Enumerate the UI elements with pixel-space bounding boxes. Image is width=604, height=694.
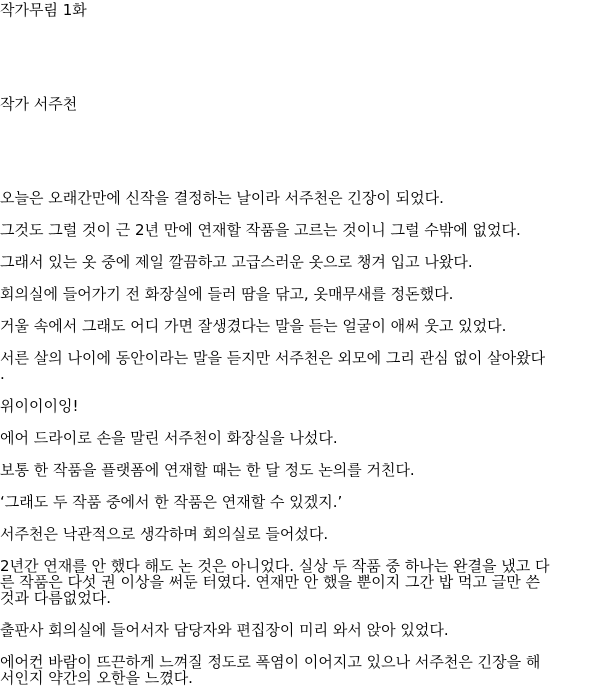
paragraph-line: 에어컨 바람이 뜨끈하게 느껴질 정도로 폭염이 이어지고 있으나 서주천은 긴장을 해 bbox=[0, 654, 541, 671]
paragraph-line: 거울 속에서 그래도 어디 가면 잘생겼다는 말을 듣는 얼굴이 애써 웃고 있었다. bbox=[0, 318, 507, 334]
paragraph bbox=[0, 558, 604, 606]
paragraph-line: 서른 살의 나이에 동안이라는 말을 듣지만 서주천은 외모에 그리 관심 없이 살아왔다 bbox=[0, 350, 546, 367]
paragraph-line: 에어 드라이로 손을 말린 서주천이 화장실을 나섰다. bbox=[0, 430, 338, 446]
paragraph-line: 오늘은 오래간만에 신작을 결정하는 날이라 서주천은 긴장이 되었다. bbox=[0, 190, 444, 206]
paragraph-line: 그것도 그럴 것이 근 2년 만에 연재할 작품을 고르는 것이니 그럴 수밖에 없었다. bbox=[0, 222, 521, 238]
paragraph bbox=[0, 254, 604, 270]
paragraph-line: . bbox=[0, 365, 5, 382]
paragraph bbox=[0, 430, 604, 446]
paragraph-line: ‘그래도 두 작품 중에서 한 작품은 연재할 수 있겠지.’ bbox=[0, 494, 343, 510]
paragraph bbox=[0, 462, 604, 478]
paragraph bbox=[0, 286, 604, 302]
paragraph bbox=[0, 398, 604, 414]
paragraph-line: 2년간 연재를 안 했다 해도 논 것은 아니었다. 실상 두 작품 중 하나는 완결을 냈고 다 bbox=[0, 558, 550, 575]
paragraph-line: 위이이이잉! bbox=[0, 398, 79, 414]
document-body bbox=[0, 190, 604, 686]
paragraph-line: 보통 한 작품을 플랫폼에 연재할 때는 한 달 정도 논의를 거친다. bbox=[0, 462, 415, 478]
document-title: 작가무림 1화 bbox=[0, 1, 87, 19]
paragraph bbox=[0, 526, 604, 542]
paragraph bbox=[0, 222, 604, 238]
paragraph bbox=[0, 190, 604, 206]
paragraph bbox=[0, 654, 604, 686]
paragraph-line: 른 작품은 다섯 권 이상을 써둔 터였다. 연재만 안 했을 뿐이지 그간 밥 먹고 글만 쓴 bbox=[0, 573, 540, 591]
paragraph-line: 그래서 있는 옷 중에 제일 깔끔하고 고급스러운 옷으로 챙겨 입고 나왔다. bbox=[0, 254, 473, 270]
paragraph bbox=[0, 350, 604, 382]
paragraph-line: 회의실에 들어가기 전 화장실에 들러 땀을 닦고, 옷매무새를 정돈했다. bbox=[0, 286, 454, 302]
paragraph bbox=[0, 318, 604, 334]
paragraph-line: 출판사 회의실에 들어서자 담당자와 편집장이 미리 와서 앉아 있었다. bbox=[0, 622, 449, 638]
paragraph-line: 서인지 약간의 오한을 느꼈다. bbox=[0, 669, 193, 686]
paragraph bbox=[0, 494, 604, 510]
document-author: 작가 서주천 bbox=[0, 95, 78, 113]
paragraph bbox=[0, 622, 604, 638]
paragraph-line: 것과 다름없었다. bbox=[0, 589, 111, 606]
paragraph-line: 서주천은 낙관적으로 생각하며 회의실로 들어섰다. bbox=[0, 526, 329, 542]
